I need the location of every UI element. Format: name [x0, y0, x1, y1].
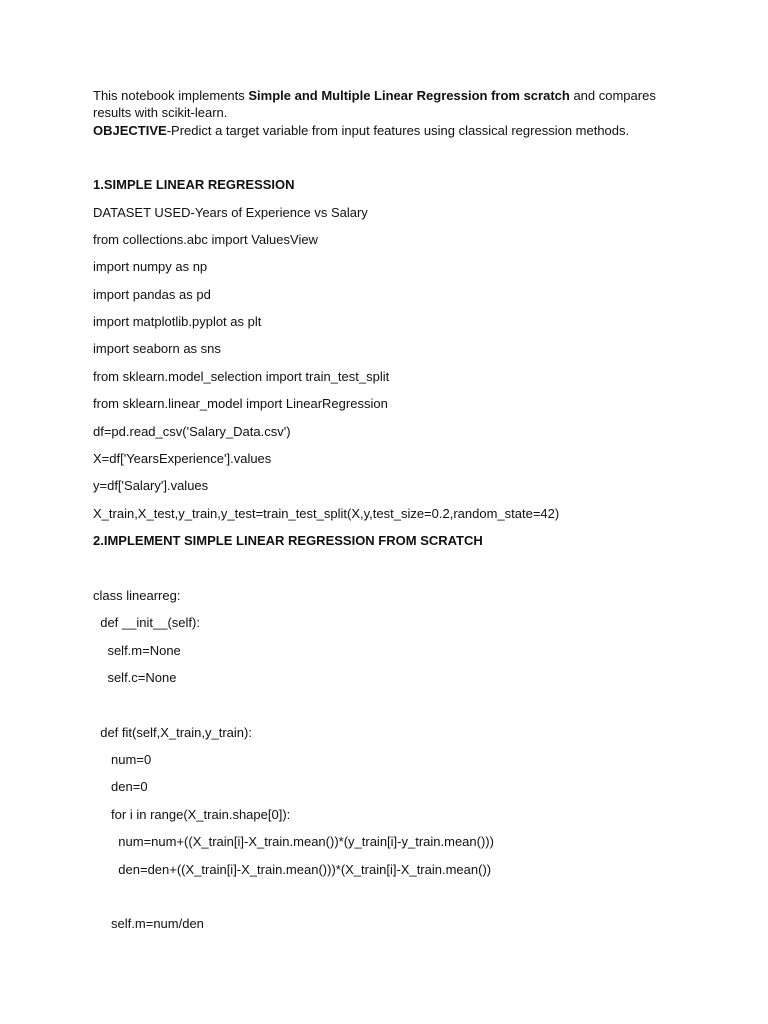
- code-line: for i in range(X_train.shape[0]):: [93, 807, 291, 822]
- code-line: y=df['Salary'].values: [93, 478, 209, 493]
- code-line: def __init__(self):: [93, 615, 200, 630]
- intro-prefix: This notebook implements: [93, 88, 249, 103]
- code-line: self.c=None: [93, 670, 177, 685]
- dataset-line: DATASET USED-Years of Experience vs Salary: [93, 205, 368, 220]
- code-line: from sklearn.linear_model import LinearRegression: [93, 396, 388, 411]
- objective-label: OBJECTIVE: [93, 123, 167, 138]
- intro-paragraph: [93, 87, 693, 121]
- code-line: X_train,X_test,y_train,y_test=train_test_split(X,y,test_size=0.2,random_state=42): [93, 506, 560, 521]
- code-line: X=df['YearsExperience'].values: [93, 451, 272, 466]
- code-line: den=0: [93, 779, 148, 794]
- code-line: df=pd.read_csv('Salary_Data.csv'): [93, 424, 291, 439]
- code-line: from collections.abc import ValuesView: [93, 232, 318, 247]
- code-line: num=0: [93, 752, 152, 767]
- code-line: import pandas as pd: [93, 287, 211, 302]
- objective-paragraph: [93, 122, 693, 139]
- code-line: self.m=None: [93, 643, 181, 658]
- code-line: import seaborn as sns: [93, 341, 221, 356]
- code-line: from sklearn.model_selection import train_test_split: [93, 369, 390, 384]
- intro-block: [93, 87, 693, 139]
- objective-text: -Predict a target variable from input features using classical regression methods.: [166, 123, 630, 138]
- intro-suffix: and compares results with scikit-learn.: [93, 88, 656, 120]
- code-line: import matplotlib.pyplot as plt: [93, 314, 262, 329]
- code-line: num=num+((X_train[i]-X_train.mean())*(y_train[i]-y_train.mean())): [93, 834, 494, 849]
- section2-heading: 2.IMPLEMENT SIMPLE LINEAR REGRESSION FROM SCRATCH: [93, 533, 483, 548]
- code-line: self.m=num/den: [93, 916, 204, 931]
- code-line: def fit(self,X_train,y_train):: [93, 725, 252, 740]
- code-line: den=den+((X_train[i]-X_train.mean()))*(X_train[i]-X_train.mean()): [93, 862, 492, 877]
- section1-heading: 1.SIMPLE LINEAR REGRESSION: [93, 177, 295, 192]
- code-line: class linearreg:: [93, 588, 181, 603]
- code-line: import numpy as np: [93, 259, 208, 274]
- intro-bold-phrase: Simple and Multiple Linear Regression from scratch: [248, 88, 570, 103]
